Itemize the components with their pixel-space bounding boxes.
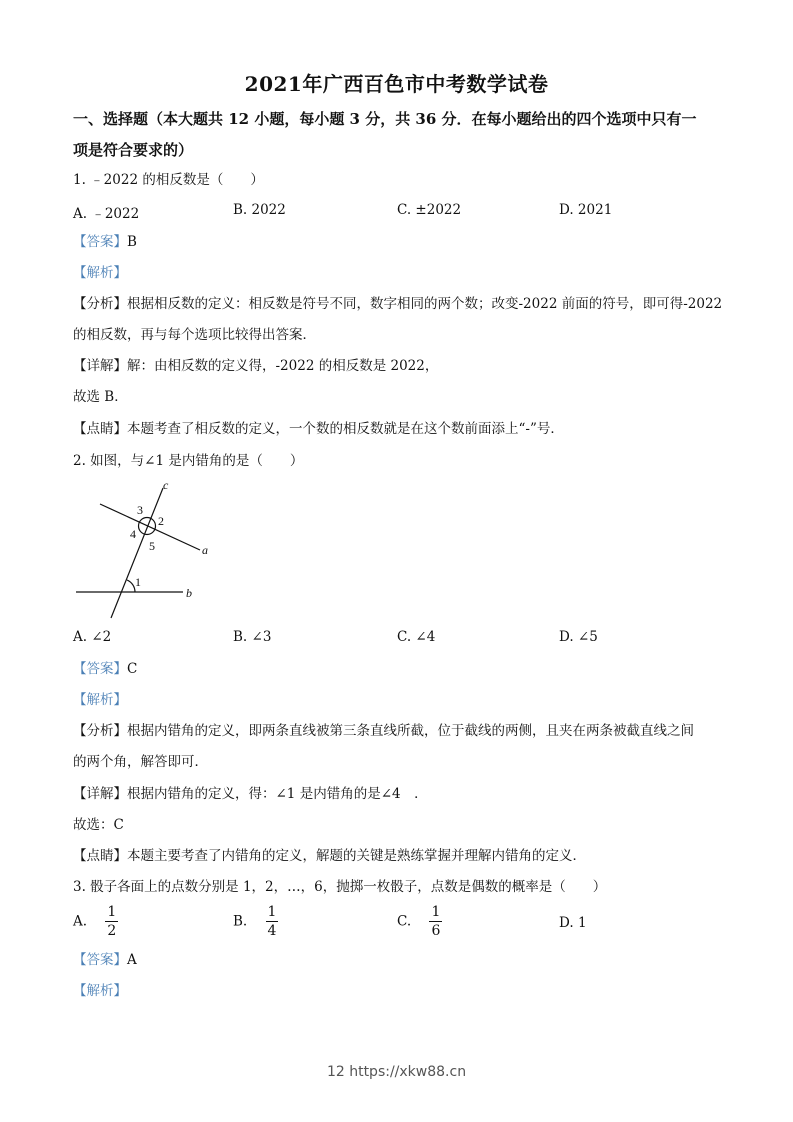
comment-label: 【点睛】 [73, 848, 127, 864]
section-header-line-2: 项是符合要求的） [73, 141, 194, 159]
answer-label: 【答案】 [73, 234, 127, 250]
detail-label: 【详解】 [73, 358, 127, 374]
analysis-label: 【分析】 [73, 296, 127, 312]
label-3: 3 [137, 503, 143, 517]
numerator: 1 [431, 904, 441, 920]
detail-label: 【详解】 [73, 786, 127, 802]
q3-option-d [559, 915, 587, 931]
option-value: 1 [577, 915, 587, 931]
answer-label: 【答案】 [73, 661, 127, 677]
analysis-text: 根据相反数的定义：相反数是符号不同，数字相同的两个数；改变-2022 前面的符号，即可得-2022 [127, 296, 723, 312]
question-2-stem: 2. 如图，与∠1 是内错角的是（ ） [73, 453, 304, 469]
answer-label: 【答案】 [73, 952, 127, 968]
q1-choice: 故选 B． [73, 389, 128, 405]
q2-option-d: D. ∠5 [559, 629, 598, 645]
q3-option-b [233, 904, 278, 940]
label-2: 2 [158, 514, 164, 528]
q2-option-c: C. ∠4 [397, 629, 436, 645]
analysis-text: 根据内错角的定义，即两条直线被第三条直线所截，位于截线的两侧，且夹在两条被截直线之间 [127, 723, 694, 739]
denominator: 4 [267, 923, 277, 939]
answer-value: A [127, 952, 137, 968]
q2-comment [73, 847, 586, 865]
option-prefix: C. [397, 913, 412, 930]
q1-analysis-header: 【解析】 [73, 265, 127, 281]
q2-choice: 故选：C [73, 817, 124, 833]
fraction [429, 904, 442, 940]
label-a: a [202, 543, 208, 557]
q1-option-a: A. ﹣2022 [73, 206, 140, 222]
q2-analysis-line-1 [73, 722, 694, 740]
numerator: 1 [267, 904, 277, 920]
denominator: 6 [431, 923, 441, 939]
comment-label: 【点睛】 [73, 421, 127, 437]
analysis-label: 【分析】 [73, 723, 127, 739]
section-header-line-1: 一、选择题（本大题共 12 小题，每小题 3 分，共 36 分．在每小题给出的四个选项中只有一 [73, 110, 697, 128]
detail-text: 解：由相反数的定义得，-2022 的相反数是 2022， [127, 358, 439, 374]
q3-analysis-header: 【解析】 [73, 983, 127, 999]
q2-analysis-line-2: 的两个角，解答即可． [73, 754, 208, 770]
label-5: 5 [149, 539, 155, 553]
question-3-stem: 3. 骰子各面上的点数分别是 1，2，…，6，抛掷一枚骰子，点数是偶数的概率是（ ） [73, 879, 607, 895]
q1-option-c: C. ±2022 [397, 202, 462, 218]
fraction [266, 904, 279, 940]
numerator: 1 [107, 904, 117, 920]
q2-detail [73, 785, 428, 803]
page-title: 2021年广西百色市中考数学试卷 [244, 72, 549, 96]
label-1: 1 [135, 575, 141, 589]
option-prefix: D. [559, 915, 574, 931]
option-prefix: A. [73, 913, 88, 930]
label-b: b [186, 586, 192, 600]
fraction [105, 904, 118, 940]
comment-text: 本题主要考查了内错角的定义，解题的关键是熟练掌握并理解内错角的定义． [127, 848, 586, 864]
angle-1-arc [127, 580, 135, 592]
option-prefix: B. [233, 913, 248, 930]
denominator: 2 [107, 923, 117, 939]
q2-answer [73, 660, 137, 678]
answer-value: C [127, 661, 138, 677]
q2-option-a: A. ∠2 [73, 629, 112, 645]
q1-analysis-line-2: 的相反数，再与每个选项比较得出答案． [73, 327, 316, 343]
label-c: c [163, 478, 169, 492]
comment-text: 本题考查了相反数的定义，一个数的相反数就是在这个数前面添上“-”号． [127, 421, 564, 437]
q2-option-b: B. ∠3 [233, 629, 272, 645]
q3-answer [73, 951, 137, 969]
detail-text: 根据内错角的定义，得：∠1 是内错角的是∠4 ． [127, 786, 428, 802]
q2-analysis-header: 【解析】 [73, 692, 127, 708]
q3-option-a [73, 904, 118, 940]
question-1-stem: 1. ﹣2022 的相反数是（ ） [73, 172, 264, 188]
page-footer[interactable]: 12 https://xkw88.cn [326, 1064, 467, 1080]
label-4: 4 [130, 527, 136, 541]
q1-option-d: D. 2021 [559, 202, 613, 218]
q1-option-b: B. 2022 [233, 202, 286, 218]
q3-option-c [397, 904, 442, 940]
answer-value: B [127, 234, 137, 250]
